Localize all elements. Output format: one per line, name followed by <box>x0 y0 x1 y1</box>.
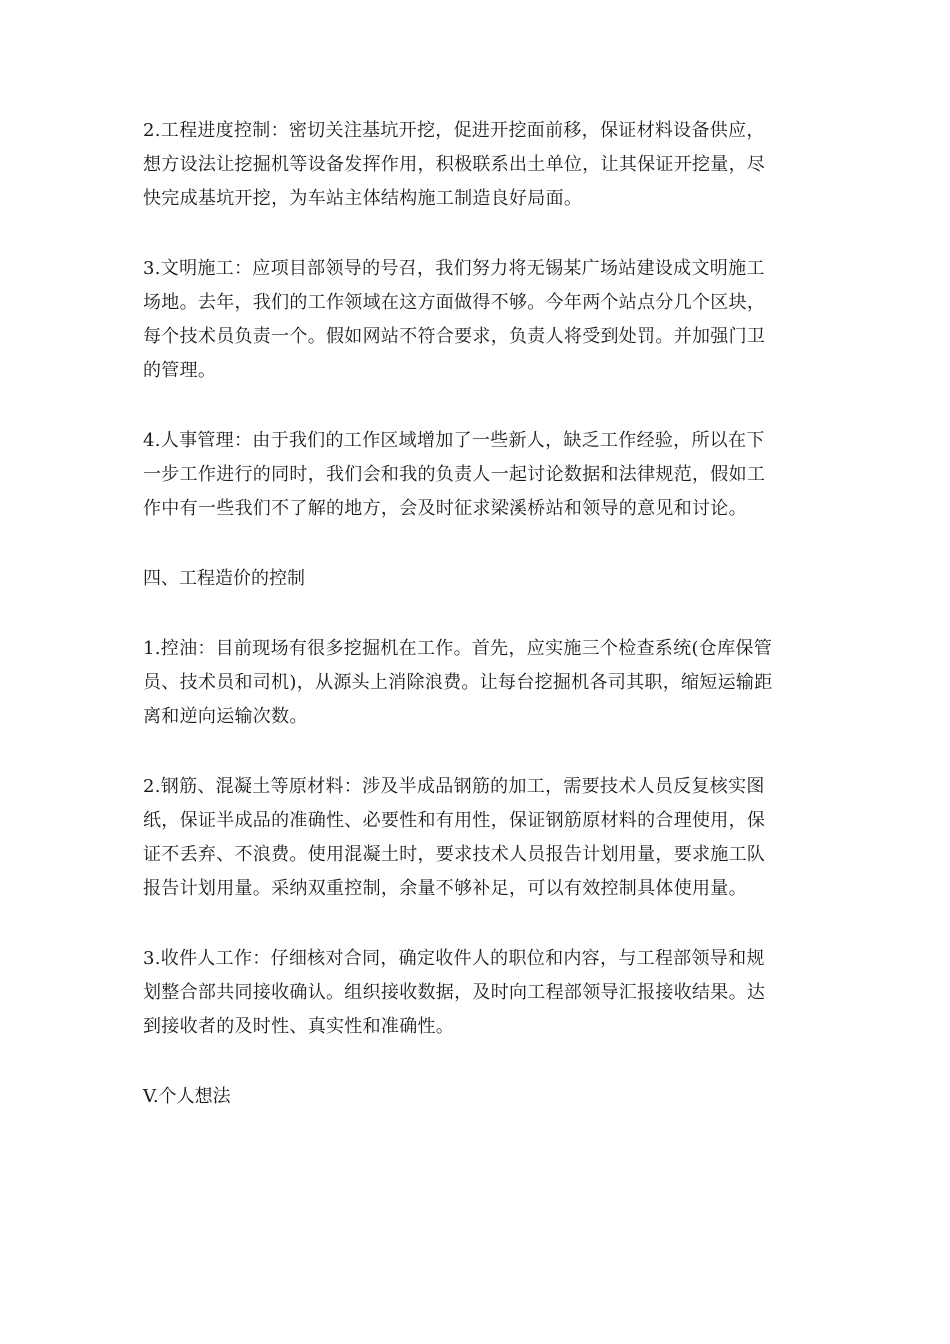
document-body <box>143 114 815 1150</box>
paragraph-line: 2.钢筋、混凝土等原材料：涉及半成品钢筋的加工，需要技术人员反复核实图 <box>143 776 765 797</box>
heading-cost-control: 四、工程造价的控制 <box>143 568 305 589</box>
paragraph-civilized-construction <box>143 252 815 388</box>
paragraph-line: 纸，保证半成品的准确性、必要性和有用性，保证钢筋原材料的合理使用，保 <box>143 810 766 831</box>
paragraph-personnel-management <box>143 424 815 526</box>
paragraph-line: 的管理。 <box>143 360 217 381</box>
paragraph-oil-control <box>143 632 815 734</box>
paragraph-receiver-work <box>143 942 815 1044</box>
paragraph-line: 划整合部共同接收确认。组织接收数据，及时向工程部领导汇报接收结果。达 <box>143 982 766 1003</box>
paragraph-progress-control <box>143 114 815 216</box>
heading-personal-thoughts: V.个人想法 <box>143 1086 231 1107</box>
paragraph-line: 想方设法让挖掘机等设备发挥作用，积极联系出土单位，让其保证开挖量，尽 <box>143 154 766 175</box>
paragraph-line: 3.收件人工作：仔细核对合同，确定收件人的职位和内容，与工程部领导和规 <box>143 948 765 969</box>
paragraph-line: 一步工作进行的同时，我们会和我的负责人一起讨论数据和法律规范，假如工 <box>143 464 766 485</box>
paragraph-line: 作中有一些我们不了解的地方，会及时征求梁溪桥站和领导的意见和讨论。 <box>143 498 747 519</box>
paragraph-line: 员、技术员和司机)，从源头上消除浪费。让每台挖掘机各司其职，缩短运输距 <box>143 672 773 693</box>
paragraph-line: 离和逆向运输次数。 <box>143 706 308 727</box>
paragraph-line: 2.工程进度控制：密切关注基坑开挖，促进开挖面前移，保证材料设备供应， <box>143 120 765 141</box>
paragraph-line: 1.控油：目前现场有很多挖掘机在工作。首先，应实施三个检查系统(仓库保管 <box>143 638 772 659</box>
paragraph-line: 每个技术员负责一个。假如网站不符合要求，负责人将受到处罚。并加强门卫 <box>143 326 766 347</box>
paragraph-line: 报告计划用量。采纳双重控制，余量不够补足，可以有效控制具体使用量。 <box>143 878 747 899</box>
paragraph-line: 证不丢弃、不浪费。使用混凝土时，要求技术人员报告计划用量，要求施工队 <box>143 844 766 865</box>
paragraph-line: 场地。去年，我们的工作领域在这方面做得不够。今年两个站点分几个区块， <box>143 292 766 313</box>
paragraph-line: 快完成基坑开挖，为车站主体结构施工制造良好局面。 <box>143 188 583 209</box>
paragraph-line: 到接收者的及时性、真实性和准确性。 <box>143 1016 455 1037</box>
paragraph-raw-materials <box>143 770 815 906</box>
paragraph-line: 4.人事管理：由于我们的工作区域增加了一些新人，缺乏工作经验，所以在下 <box>143 430 765 451</box>
paragraph-line: 3.文明施工：应项目部领导的号召，我们努力将无锡某广场站建设成文明施工 <box>143 258 765 279</box>
